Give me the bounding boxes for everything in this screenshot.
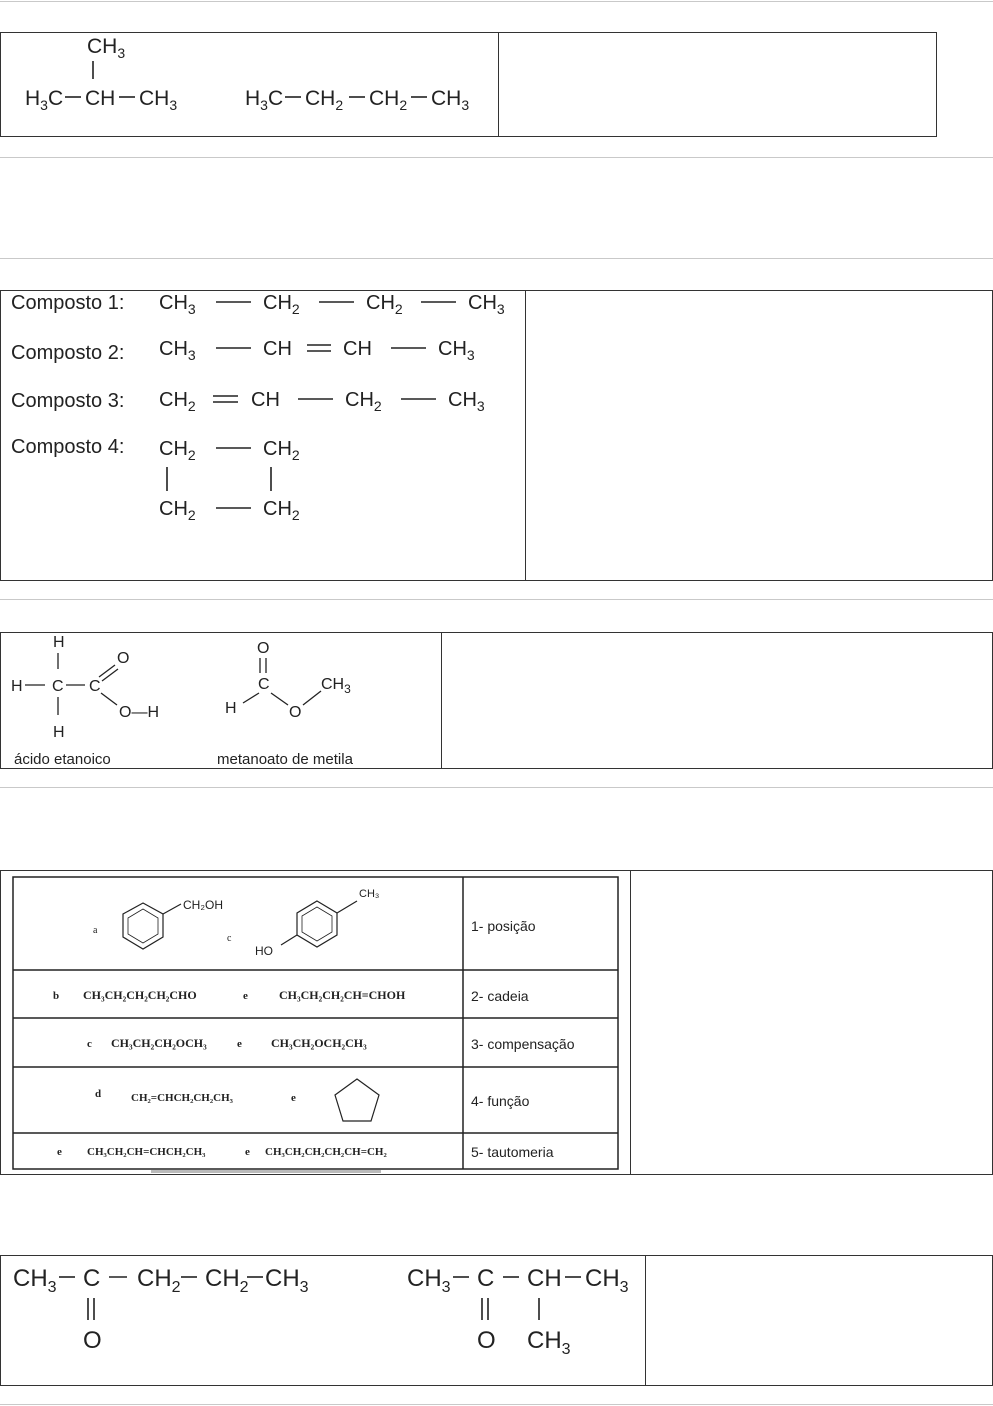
composto-3-label: Composto 3: [11, 390, 125, 412]
question-1-structures [1, 33, 499, 136]
svg-text:O: O [257, 640, 270, 657]
svg-text:e: e [245, 1146, 250, 1158]
svg-text:CH₃CH₂CH₂CH₂CHO: CH₃CH₂CH₂CH₂CHO [83, 988, 197, 1002]
svg-text:CH3: $CH_3$ [159, 292, 196, 317]
divider-6 [0, 1404, 993, 1405]
svg-text:CH3: $CH_3$ [448, 389, 485, 414]
divider-1 [0, 1, 993, 2]
label-posicao: 1- posição [471, 918, 536, 934]
svg-text:c: c [227, 933, 232, 944]
svg-text:O: O [477, 1327, 496, 1354]
svg-text:CH2: $CH_2$ [263, 498, 300, 523]
label-funcao: 4- função [471, 1093, 530, 1109]
svg-text:e: e [57, 1146, 62, 1158]
svg-text:HO: HO [255, 944, 273, 958]
svg-text:CH2: $CH_2$ [263, 292, 300, 317]
svg-text:CH: CH [343, 338, 372, 360]
svg-text:C: C [477, 1265, 495, 1292]
svg-text:H: H [11, 678, 23, 695]
svg-text:CH₃CH₂CH₂OCH₃: CH₃CH₂CH₂OCH₃ [111, 1036, 207, 1050]
svg-text:C: C [258, 676, 270, 693]
isobutane-butane-structures [1, 33, 498, 137]
isobutane-ch3-right: $CH_3$ [139, 87, 178, 113]
isomerism-table [1, 871, 630, 1175]
question-3-structures [1, 633, 442, 768]
composto-4-label: Composto 4: [11, 436, 125, 458]
svg-text:CH3: $CH_3$ [585, 1265, 629, 1296]
svg-text:CH3: $CH_3$ [527, 1327, 571, 1358]
benzene-ring-c [297, 901, 337, 947]
isobutane-ch: CH [85, 87, 116, 110]
svg-text:CH2: $CH_2$ [137, 1265, 181, 1296]
label-tautomeria: 5- tautomeria [471, 1144, 554, 1160]
svg-text:CH3: $CH_3$ [438, 338, 475, 363]
question-4-table-cell [1, 871, 631, 1174]
question-2-structures [1, 291, 526, 580]
question-2-box [0, 290, 993, 581]
svg-text:CH2: $CH_2$ [159, 389, 196, 414]
svg-text:CH2: $CH_2$ [159, 498, 196, 523]
svg-text:CH3: $CH_3$ [321, 676, 351, 696]
svg-text:CH₃CH₂CH₂CH=CHOH: CH₃CH₂CH₂CH=CHOH [279, 988, 406, 1002]
butane-ch2-b: $CH_2$ [369, 87, 408, 113]
svg-text:CH3: $CH_3$ [159, 338, 196, 363]
svg-text:O: O [117, 650, 130, 667]
svg-text:O—H: O—H [119, 704, 159, 721]
svg-text:e: e [243, 990, 248, 1002]
butane-ch3: $CH_3$ [431, 87, 470, 113]
svg-text:CH₃CH₂OCH₂CH₃: CH₃CH₂OCH₂CH₃ [271, 1036, 367, 1050]
ketone-structures [1, 1256, 645, 1386]
svg-text:CH₃: CH₃ [359, 888, 380, 900]
svg-text:CH3: $CH_3$ [407, 1265, 451, 1296]
caption-metanoato-de-metila: metanoato de metila [217, 751, 353, 768]
svg-text:CH2: $CH_2$ [159, 438, 196, 463]
svg-text:CH2: $CH_2$ [366, 292, 403, 317]
svg-text:a: a [93, 925, 98, 936]
question-5-box [0, 1255, 993, 1386]
svg-text:CH₂=CHCH₂CH₂CH₃: CH₂=CHCH₂CH₂CH₃ [131, 1092, 233, 1104]
question-1-box [0, 32, 937, 137]
butane-h3c: $H_3C$ [245, 87, 284, 113]
caption-acido-etanoico: ácido etanoico [14, 751, 111, 768]
butane-ch2-a: $CH_2$ [305, 87, 344, 113]
svg-text:CH3: $CH_3$ [13, 1265, 57, 1296]
composto-2-label: Composto 2: [11, 342, 125, 364]
acid-ester-structures [1, 633, 441, 769]
svg-text:H: H [53, 634, 65, 651]
svg-text:b: b [53, 990, 60, 1002]
svg-text:CH₃CH₂CH=CHCH₂CH₃: CH₃CH₂CH=CHCH₂CH₃ [87, 1146, 206, 1158]
svg-text:C: C [83, 1265, 101, 1292]
svg-text:CH2: $CH_2$ [345, 389, 382, 414]
svg-text:O: O [289, 704, 302, 721]
svg-text:CH2: $CH_2$ [263, 438, 300, 463]
svg-text:e: e [291, 1092, 296, 1104]
label-cadeia: 2- cadeia [471, 988, 529, 1004]
divider-4 [0, 599, 993, 600]
question-4-box [0, 870, 993, 1175]
svg-text:CH₃CH₂CH₂CH₂CH=CH₂: CH₃CH₂CH₂CH₂CH=CH₂ [265, 1146, 387, 1158]
compostos-structures [1, 291, 525, 581]
svg-text:CH: CH [263, 338, 292, 360]
label-compensacao: 3- compensação [471, 1036, 575, 1052]
svg-text:CH: CH [527, 1265, 562, 1292]
svg-text:CH3: $CH_3$ [468, 292, 505, 317]
svg-text:CH2: $CH_2$ [205, 1265, 249, 1296]
benzene-ring-a [123, 903, 163, 949]
cyclopentane-ring [335, 1079, 379, 1121]
composto-1-label: Composto 1: [11, 292, 125, 314]
svg-text:CH₂OH: CH₂OH [183, 898, 223, 912]
svg-text:e: e [237, 1038, 242, 1050]
divider-3 [0, 258, 993, 259]
svg-text:CH3: $CH_3$ [265, 1265, 309, 1296]
divider-5 [0, 787, 993, 788]
svg-text:H: H [225, 700, 237, 717]
svg-text:O: O [83, 1327, 102, 1354]
svg-text:CH: CH [251, 389, 280, 411]
svg-text:c: c [87, 1038, 92, 1050]
svg-text:d: d [95, 1088, 102, 1100]
divider-2 [0, 157, 993, 158]
svg-text:C: C [89, 678, 101, 695]
isobutane-ch3-top: $CH_3$ [87, 35, 126, 61]
svg-text:C: C [52, 678, 64, 695]
question-5-structures [1, 1256, 646, 1385]
svg-text:H: H [53, 724, 65, 741]
isobutane-h3c: $H_3C$ [25, 87, 64, 113]
question-3-box [0, 632, 993, 769]
